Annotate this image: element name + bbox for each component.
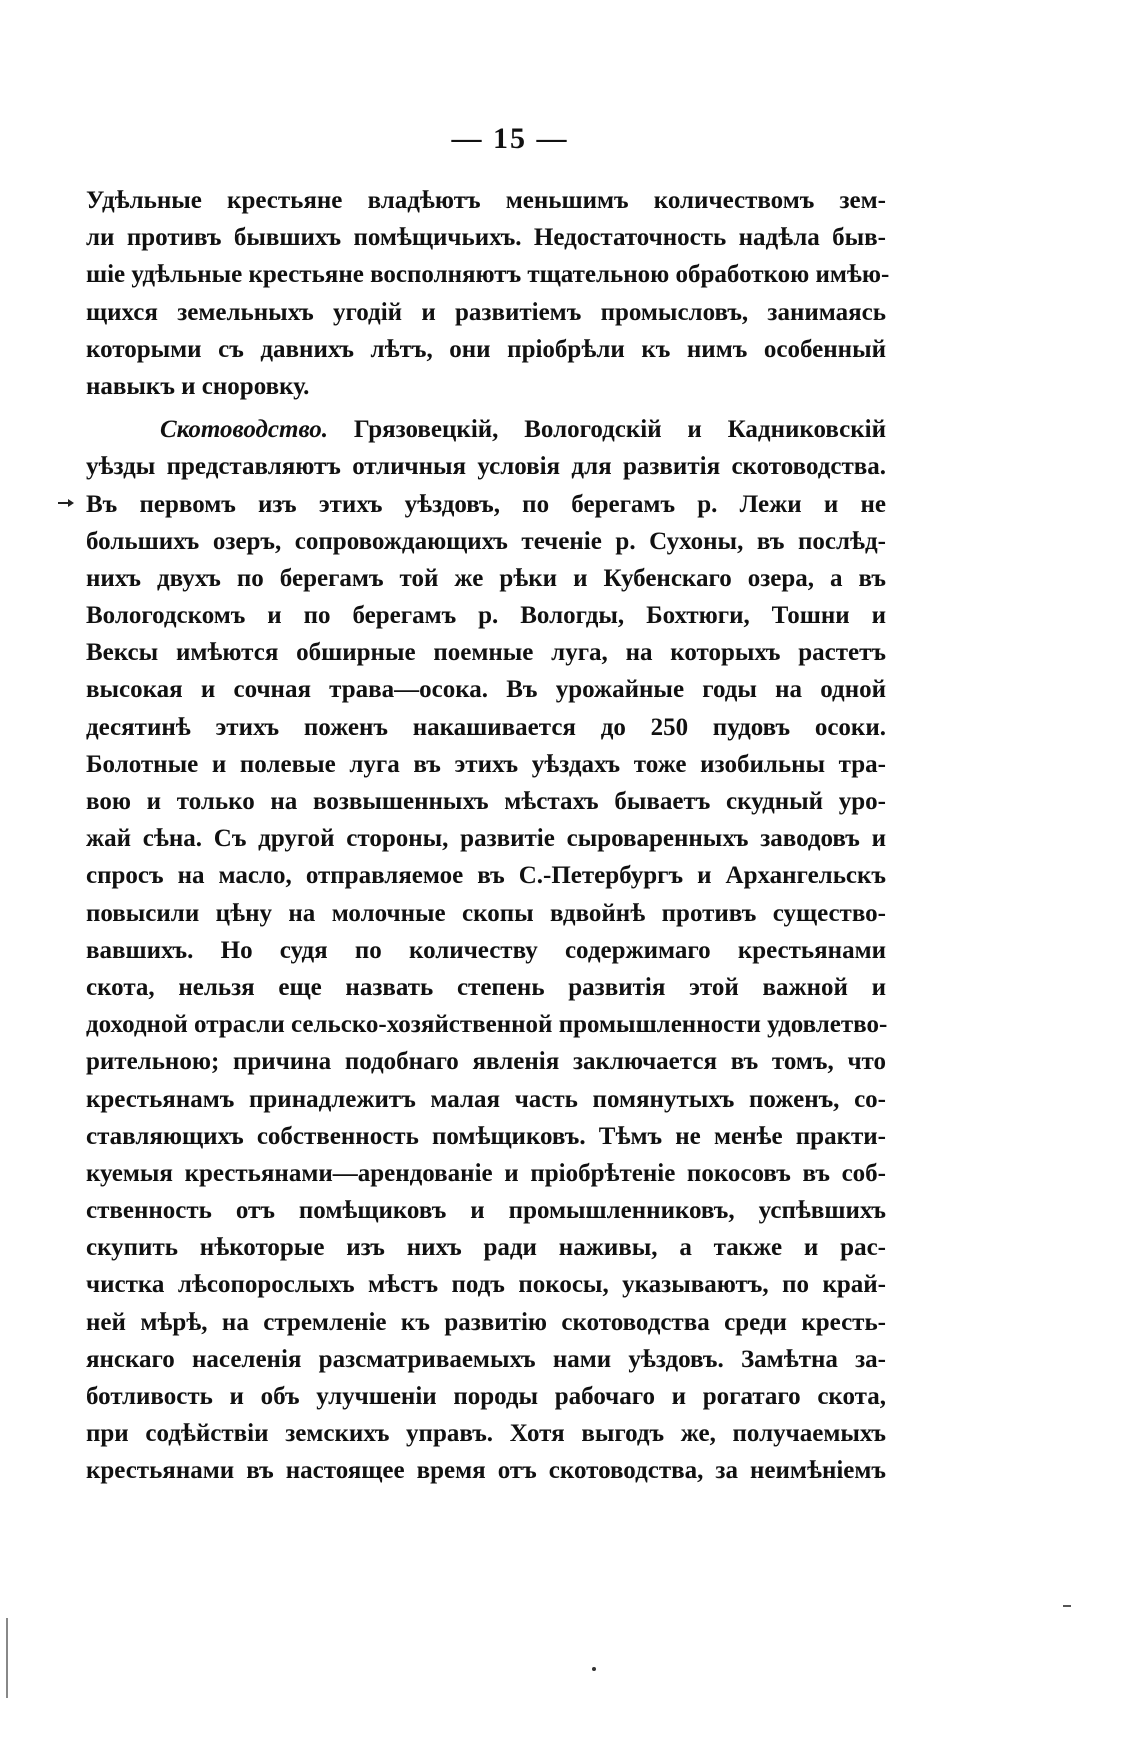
- text-line: рительною; причина подобнаго явленія заключается въ томъ, что: [86, 1048, 886, 1076]
- text-line: жай сѣна. Съ другой стороны, развитіе сыроваренныхъ заводовъ и: [86, 825, 886, 853]
- text-line: вою и только на возвышенныхъ мѣстахъ бываетъ скудный уро-: [86, 788, 886, 815]
- text-line: чистка лѣсопорослыхъ мѣстъ подъ покосы, указываютъ, по край-: [86, 1271, 886, 1299]
- text-line: доходной отрасли сельско-хозяйственной промышленности удовлетво-: [86, 1011, 888, 1039]
- text-line: скота, нельзя еще назвать степень развитія этой важной и: [86, 973, 886, 1001]
- text-line: ботливость и объ улучшеніи породы рабочаго и рогатаго скота,: [86, 1383, 886, 1410]
- text-line: вавшихъ. Но судя по количеству содержимаго крестьянами: [86, 936, 886, 964]
- text-line: Вексы имѣются обширные поемные луга, на которыхъ растетъ: [86, 639, 886, 667]
- text-line: ли противъ бывшихъ помѣщичьихъ. Недостаточность надѣла быв-: [86, 224, 886, 252]
- text-line: навыкъ и сноровку.: [86, 372, 310, 400]
- text-block: [86, 182, 890, 1490]
- text-line: янскаго населенія разсматриваемыхъ нами уѣздовъ. Замѣтна за-: [86, 1345, 886, 1373]
- text-line: при содѣйствіи земскихъ управъ. Хотя выгодъ же, получаемыхъ: [86, 1420, 886, 1448]
- text-line: повысили цѣну на молочные скопы вдвойнѣ противъ существо-: [86, 899, 886, 927]
- text-line: ней мѣрѣ, на стремленіе къ развитію скотоводства среди кресть-: [86, 1308, 886, 1336]
- margin-arrow-mark: [58, 502, 70, 504]
- section-first-line-rest: Грязовецкій, Вологодскій и Кадниковскій: [353, 416, 886, 444]
- text-line: Вологодскомъ и по берегамъ р. Вологды, Бохтюги, Тошни и: [86, 602, 886, 630]
- text-line: уѣзды представляютъ отличныя условія для развитія скотоводства.: [86, 453, 886, 481]
- text-line: Въ первомъ изъ этихъ уѣздовъ, по берегамъ р. Лежи и не: [86, 490, 886, 518]
- section-heading-line: [86, 411, 886, 448]
- text-line: спросъ на масло, отправляемое въ С.-Петербургъ и Архангельскъ: [86, 862, 886, 890]
- text-line: ственность отъ помѣщиковъ и промышленниковъ, успѣвшихъ: [86, 1197, 886, 1225]
- text-line: шіе удѣльные крестьяне восполняютъ тщательною обработкою имѣю-: [86, 261, 890, 289]
- text-line: которыми съ давнихъ лѣтъ, они пріобрѣли къ нимъ особенный: [86, 335, 886, 363]
- scan-edge-mark: [6, 1618, 8, 1698]
- text-line: скупить нѣкоторые изъ нихъ ради наживы, а также и рас-: [86, 1234, 886, 1262]
- text-line: куемыя крестьянами—арендованіе и пріобрѣтеніе покосовъ въ соб-: [86, 1159, 886, 1187]
- text-line: большихъ озеръ, сопровождающихъ теченіе р. Сухоны, въ послѣд-: [86, 527, 886, 555]
- text-line: Удѣльные крестьяне владѣютъ меньшимъ количествомъ зем-: [86, 187, 886, 214]
- text-line: крестьянамъ принадлежитъ малая часть помянутыхъ поженъ, со-: [86, 1085, 886, 1113]
- ink-dot-mark: [592, 1667, 596, 1671]
- page-number: — 15 —: [451, 122, 569, 155]
- section-title: Скотоводство.: [160, 416, 329, 444]
- text-line: ставляющихъ собственность помѣщиковъ. Тѣмъ не менѣе практи-: [86, 1122, 886, 1150]
- text-line: десятинѣ этихъ поженъ накашивается до 250 пудовъ осоки.: [86, 713, 886, 741]
- text-line: щихся земельныхъ угодій и развитіемъ промысловъ, занимаясь: [86, 298, 886, 326]
- text-line: высокая и сочная трава—осока. Въ урожайные годы на одной: [86, 676, 886, 704]
- text-line: Болотные и полевые луга въ этихъ уѣздахъ тоже изобильны тра-: [86, 750, 886, 778]
- text-line: крестьянами въ настоящее время отъ скотоводства, за неимѣніемъ: [86, 1457, 886, 1485]
- ink-dash-mark: [1063, 1605, 1071, 1607]
- text-line: нихъ двухъ по берегамъ той же рѣки и Кубенскаго озера, а въ: [86, 564, 886, 592]
